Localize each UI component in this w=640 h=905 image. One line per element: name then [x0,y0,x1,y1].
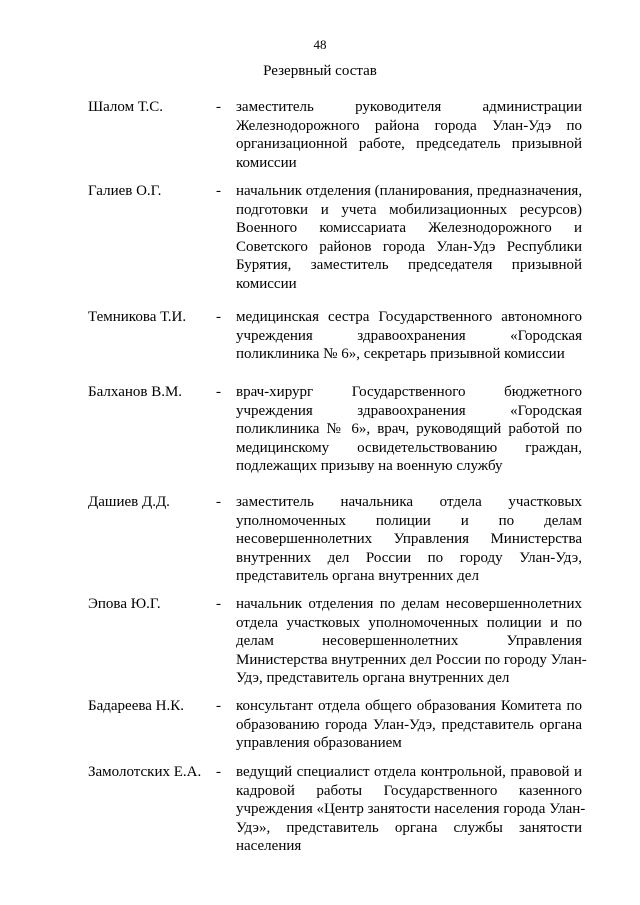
section-heading: Резервный состав [263,63,377,79]
position-line: населения [236,838,302,854]
position-line: учреждения здравоохранения «Городская [236,402,582,419]
separator-dash: - [216,99,221,115]
position-line: внутренних дел России по городу Улан-Удэ, [236,549,582,566]
position-line: Военного комиссариата Железнодорожного и [236,220,582,236]
member-list [0,98,640,873]
member-position [236,308,582,364]
member-name: Балханов В.М. [88,384,183,400]
position-line: поликлиника № 6», врач, руководящий работой по [236,421,582,437]
position-line: отдела участковых уполномоченных полиции и по [236,614,582,631]
separator-dash: - [216,596,221,612]
separator-dash: - [216,309,221,325]
member-position [236,595,587,688]
member-name: Шалом Т.С. [88,99,164,115]
position-line: ведущий специалист отдела контрольной, правовой и [236,764,582,780]
member-entry [0,383,640,493]
position-line: Бурятия, заместитель председателя призывной [236,257,582,273]
position-line: заместитель начальника отдела участковых [236,494,582,510]
position-line: консультант отдела общего образования Комитета по [236,698,582,714]
separator-dash: - [216,698,221,714]
member-entry [0,763,640,873]
member-entry [0,493,640,595]
position-line: Удэ, представитель органа внутренних дел [236,670,510,686]
position-line: управления образованием [236,735,402,751]
member-entry [0,595,640,697]
page-number: 48 [313,37,327,52]
position-line: врач-хирург Государственного бюджетного [236,384,582,400]
position-line: начальник отделения (планирования, предназначения, [236,183,583,199]
separator-dash: - [216,494,221,510]
position-line: учреждения «Центр занятости населения города Улан- [236,801,586,817]
position-line: Советского районов города Улан-Удэ Республики [236,238,582,255]
member-name: Замолотских Е.А. [88,764,202,780]
position-line: заместитель руководителя администрации [236,99,582,115]
member-entry [0,697,640,763]
position-line: комиссии [236,275,297,292]
separator-dash: - [216,384,221,400]
member-position [236,493,582,586]
member-position [236,182,582,293]
member-name: Дашиев Д.Д. [88,494,170,510]
member-name: Бадареева Н.К. [88,698,185,714]
position-line: уполномоченных полиции и по делам [236,512,582,529]
position-line: начальник отделения по делам несовершеннолетних [236,596,582,612]
member-position [236,763,586,856]
position-line: медицинская сестра Государственного автономного [236,309,582,325]
member-entry [0,308,640,383]
member-position [236,98,582,172]
member-position [236,697,582,753]
separator-dash: - [216,183,221,199]
position-line: кадровой работы Государственного казенного [236,782,582,799]
member-entry [0,98,640,182]
member-name: Эпова Ю.Г. [88,596,161,612]
position-line: медицинскому освидетельствованию граждан, [236,439,582,456]
position-line: делам несовершеннолетних Управления [236,633,582,649]
position-line: подготовки и учета мобилизационных ресурсов) [236,201,582,218]
position-line: представитель органа внутренних дел [236,568,479,584]
member-name: Темникова Т.И. [88,309,187,325]
separator-dash: - [216,764,221,780]
position-line: несовершеннолетних Управления Министерства [236,531,582,547]
position-line: поликлиника № 6», секретарь призывной комиссии [236,346,565,362]
position-line: подлежащих призыву на военную службу [236,458,503,474]
position-line: Министерства внутренних дел России по городу Улан- [236,651,587,668]
position-line: Железнодорожного района города Улан-Удэ по [236,117,582,134]
position-line: учреждения здравоохранения «Городская [236,327,582,344]
position-line: образованию города Улан-Удэ, представитель органа [236,716,582,733]
position-line: комиссии [236,154,297,171]
position-line: организационной работе, председатель призывной [236,136,582,152]
member-name: Галиев О.Г. [88,183,162,199]
position-line: Удэ», представитель органа службы занятости [236,819,582,836]
member-entry [0,182,640,308]
member-position [236,383,582,476]
